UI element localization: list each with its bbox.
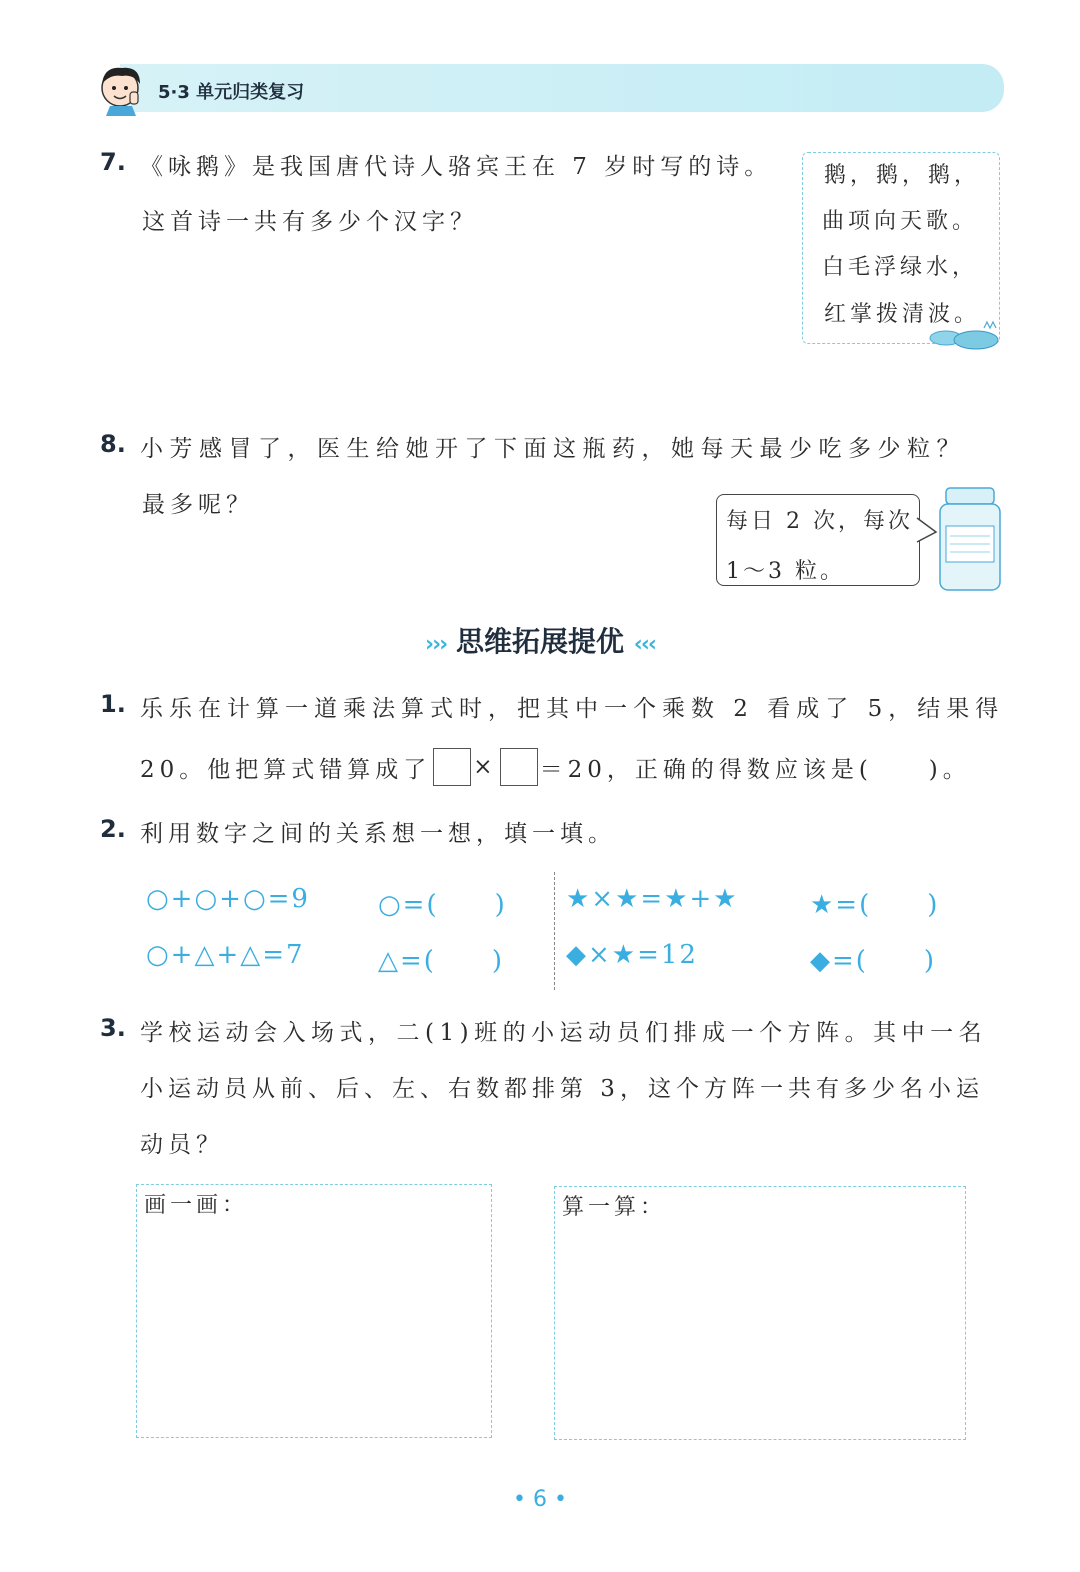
star-answer[interactable]: ★=( ) — [810, 890, 940, 920]
p1-line2 — [140, 748, 971, 786]
calc-label: 算一算： — [562, 1195, 667, 1220]
chevrons-left-icon: ‹‹‹ — [633, 632, 655, 657]
p3-line3: 动员？ — [140, 1132, 224, 1158]
answer-box-2[interactable] — [500, 748, 538, 786]
section-heading — [0, 620, 1080, 660]
equation-stars: ★×★=★+★ — [566, 884, 739, 914]
triangle-answer[interactable]: △=( ) — [378, 946, 505, 976]
q7-line2: 这首诗一共有多少个汉字？ — [142, 209, 478, 235]
equation-diamond: ◆×★=12 — [566, 940, 698, 970]
mascot-icon — [96, 58, 148, 116]
q8-line1: 小芳感冒了，医生给她开了下面这瓶药，她每天最少吃多少粒？ — [140, 436, 966, 462]
p1-line1: 乐乐在计算一道乘法算式时，把其中一个乘数 2 看成了 5，结果得 — [140, 696, 1005, 722]
answer-box-1[interactable] — [433, 748, 471, 786]
q7-number: 7. — [100, 148, 126, 176]
p3-line1: 学校运动会入场式，二(1)班的小运动员们排成一个方阵。其中一名 — [140, 1020, 988, 1046]
poem-line-1: 鹅，鹅，鹅， — [824, 163, 981, 188]
bubble-line-1: 每日 2 次，每次 — [726, 509, 913, 534]
diamond-answer[interactable]: ◆=( ) — [810, 946, 937, 976]
poem-line-3: 白毛浮绿水， — [822, 255, 979, 280]
p3-line2: 小运动员从前、后、左、右数都排第 3，这个方阵一共有多少名小运 — [140, 1076, 984, 1102]
section-title: 思维拓展提优 — [455, 625, 624, 658]
p2-number: 2. — [100, 815, 126, 843]
q7-line1: 《咏鹅》是我国唐代诗人骆宾王在 7 岁时写的诗。 — [140, 154, 773, 180]
bubble-line-2: 1～3 粒。 — [726, 559, 845, 584]
p1-line2-a: 20。他把算式错算成了 — [140, 756, 432, 783]
header-title: 5·3 单元归类复习 — [158, 82, 305, 103]
draw-area[interactable] — [136, 1184, 492, 1438]
equation-circles: ○+○+○=9 — [146, 884, 310, 914]
pond-stones-icon — [928, 318, 1002, 352]
chevrons-right-icon: ››› — [425, 632, 447, 657]
circle-answer[interactable]: ○=( ) — [378, 890, 507, 920]
p2-line1: 利用数字之间的关系想一想，填一填。 — [140, 821, 616, 847]
poem-line-2: 曲项向天歌。 — [822, 209, 979, 234]
calc-area[interactable] — [554, 1186, 966, 1440]
q8-number: 8. — [100, 430, 126, 458]
column-divider — [554, 872, 555, 990]
q8-line2: 最多呢？ — [142, 492, 254, 518]
equation-triangles: ○+△+△=7 — [146, 940, 305, 970]
draw-label: 画一画： — [144, 1193, 249, 1218]
medicine-bottle-icon — [936, 486, 1004, 594]
p1-number: 1. — [100, 690, 126, 718]
poem-line-4: 红掌拨清波。 — [824, 302, 981, 327]
p1-line2-b: ＝20，正确的得数应该是( )。 — [539, 756, 971, 783]
times-sign: × — [473, 754, 498, 780]
p3-number: 3. — [100, 1014, 126, 1042]
page-number: • 6 • — [513, 1487, 567, 1512]
bubble-tail — [916, 516, 938, 546]
